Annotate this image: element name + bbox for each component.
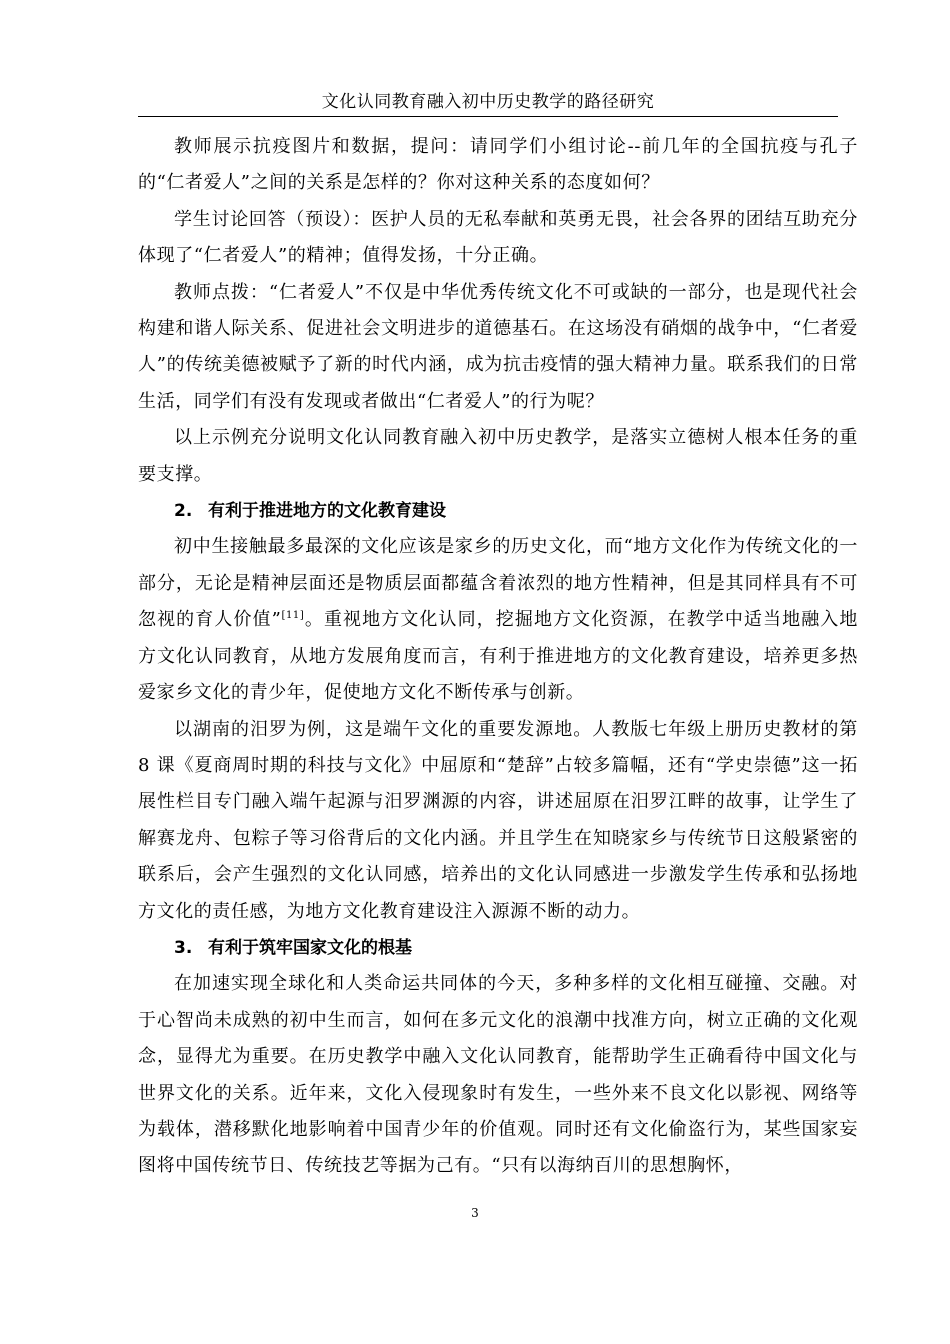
citation-reference: [11]: [281, 610, 305, 622]
body-text: [138, 129, 858, 1185]
section-heading-text: 有利于筑牢国家文化的根基: [208, 937, 412, 958]
running-header-title: 文化认同教育融入初中历史教学的路径研究: [321, 92, 655, 112]
section-heading-text: 有利于推进地方的文化教育建设: [208, 501, 446, 522]
paragraph-national-culture: 在加速实现全球化和人类命运共同体的今天，多种多样的文化相互碰撞、交融。对于心智尚未成熟的初中生而言，如何在多元文化的浪潮中找准方向，树立正确的文化观念，显得尤为重要。在历史教学中融入文化认同教育，能帮助学生正确看待中国文化与世界文化的关系。近年来，文化入侵现象时有发生，一些外来不良文化以影视、网络等为载体，潜移默化地影响着中国青少年的价值观。同时还有文化偷盗行为，某些国家妄图将中国传统节日、传统技艺等据为己有。“只有以海纳百川的思想胸怀，: [138, 973, 858, 1177]
paragraph-student-answer: 学生讨论回答（预设）：医护人员的无私奉献和英勇无畏，社会各界的团结互助充分体现了“仁者爱人”的精神；值得发扬，十分正确。: [138, 208, 858, 267]
paragraph-teacher-question: 教师展示抗疫图片和数据，提问：请同学们小组讨论--前几年的全国抗疫与孔子的“仁者爱人”之间的关系是怎样的？你对这种关系的态度如何？: [138, 136, 858, 194]
header-divider: [138, 116, 838, 117]
section-heading-3: [138, 930, 858, 966]
section-number: 3.: [174, 937, 193, 958]
section-heading-2: [138, 493, 858, 529]
section-number: 2.: [174, 501, 193, 522]
paragraph-local-culture: [138, 529, 858, 711]
paragraph-teacher-guidance: 教师点拨：“仁者爱人”不仅是中华优秀传统文化不可或缺的一部分，也是现代社会构建和谐人际关系、促进社会文明进步的道德基石。在这场没有硝烟的战争中，“仁者爱人”的传统美德被赋予了新的时代内涵，成为抗击疫情的强大精神力量。联系我们的日常生活，同学们有没有发现或者做出“仁者爱人”的行为呢？: [138, 281, 858, 412]
paragraph-miluo-example: 以湖南的汨罗为例，这是端午文化的重要发源地。人教版七年级上册历史教材的第 8 课《夏商周时期的科技与文化》中屈原和“楚辞”占较多篇幅，还有“学史崇德”这一拓展性栏目专门融入端午起源与汨罗渊源的内容，讲述屈原在汨罗江畔的故事，让学生了解赛龙舟、包粽子等习俗背后的文化内涵。并且学生在知晓家乡与传统节日这般紧密的联系后，会产生强烈的文化认同感，培养出的文化认同感进一步激发学生传承和弘扬地方文化的责任感，为地方文化教育建设注入源源不断的动力。: [138, 718, 858, 922]
page-number: 3: [471, 1206, 479, 1220]
paragraph-example-summary: 以上示例充分说明文化认同教育融入初中历史教学，是落实立德树人根本任务的重要支撑。: [138, 427, 858, 485]
paragraph-text: 初中生接触最多最深的文化应该是家乡的历史文化，而“地方文化作为传统文化的一部分，无论是精神层面还是物质层面都蕴含着浓烈的地方性精神，但是其同样具有不可忽视的育人价值”: [138, 536, 858, 631]
paragraph-text: 。重视地方文化认同，挖掘地方文化资源，在教学中适当地融入地方文化认同教育，从地方发展角度而言，有利于推进地方的文化教育建设，培养更多热爱家乡文化的青少年，促使地方文化不断传承与创新。: [138, 609, 858, 704]
